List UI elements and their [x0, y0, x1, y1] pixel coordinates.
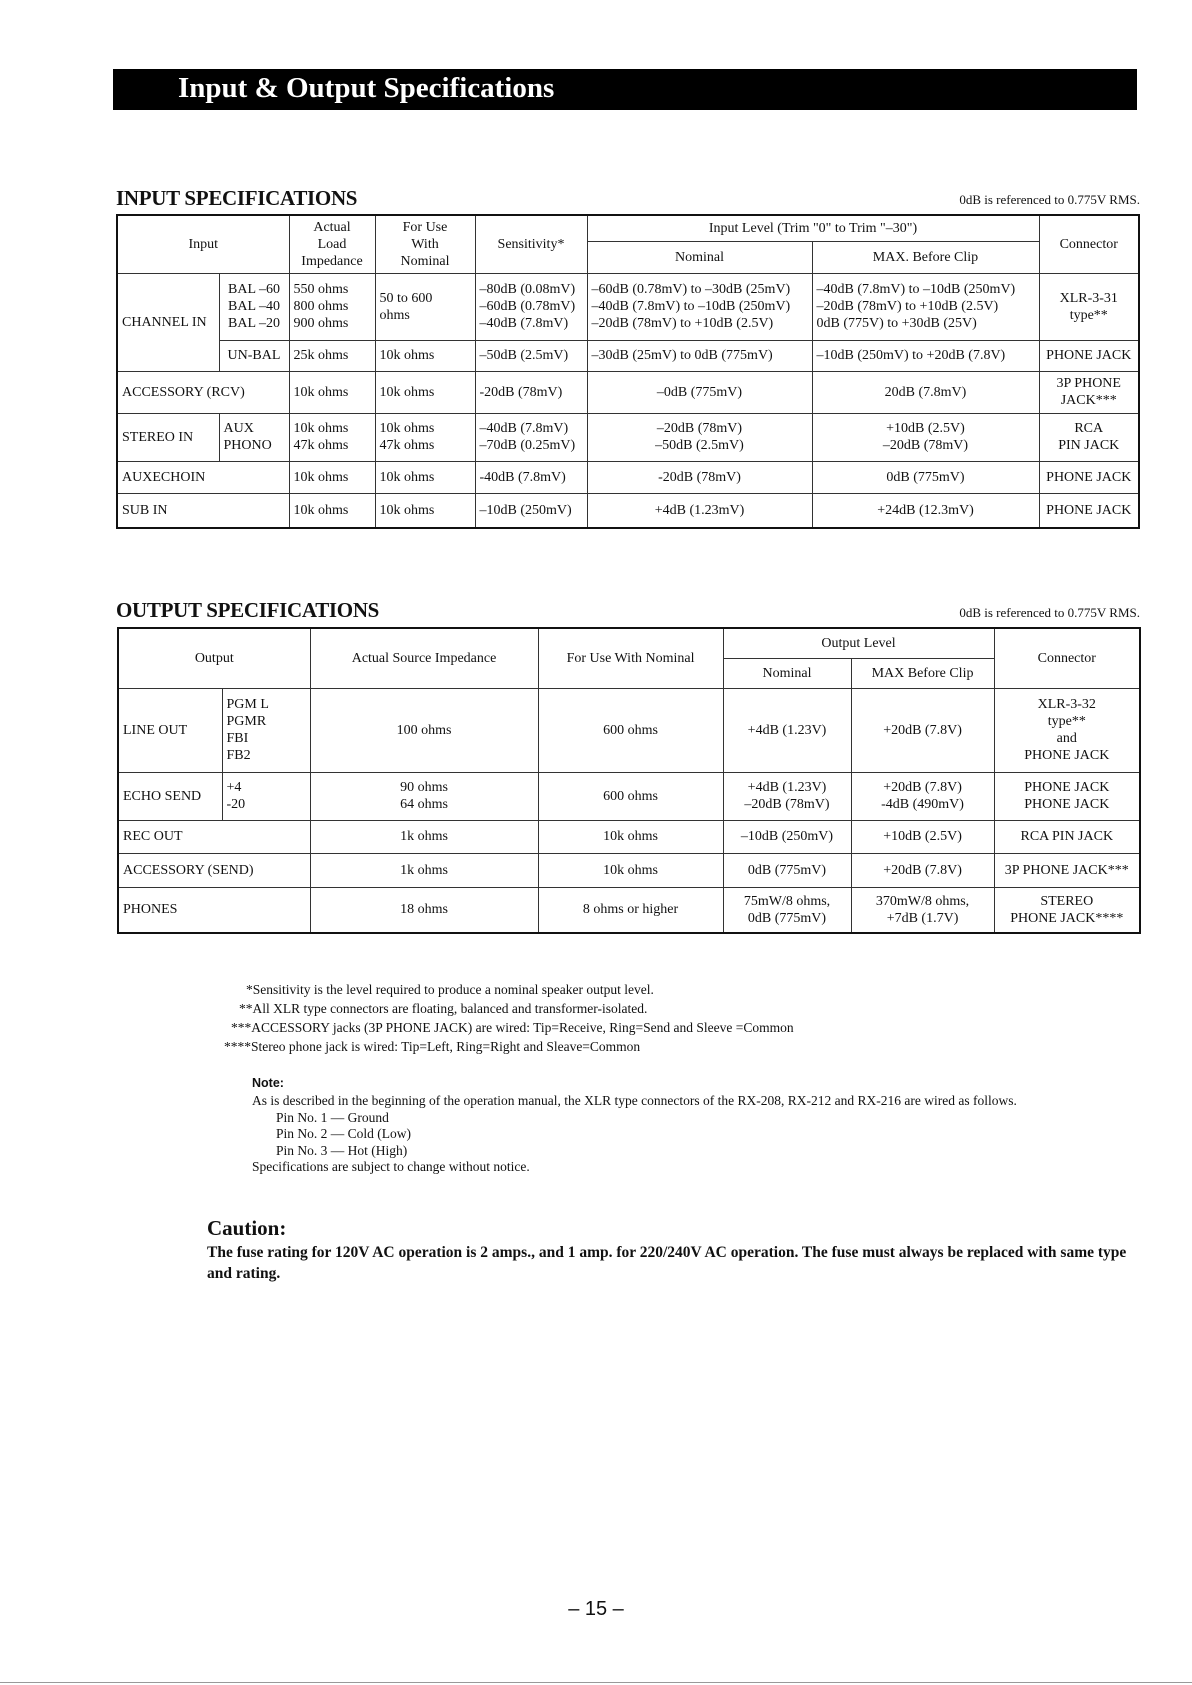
channel-in-unbal-connector: PHONE JACK [1039, 340, 1139, 371]
cell-line: 64 ohms [400, 797, 448, 812]
row-label-phones: PHONES [118, 887, 310, 933]
line-out-impedance: 100 ohms [310, 688, 538, 772]
input-spec-table [116, 214, 1140, 529]
stereo-in-nominal [587, 413, 812, 461]
footnote-xlr: **All XLR type connectors are floating, balanced and transformer-isolated. [239, 1001, 648, 1016]
phones-nominal [723, 887, 851, 933]
aux-echo-in-max: 0dB (775mV) [812, 461, 1039, 493]
line-out-connector [994, 688, 1140, 772]
page-number: – 15 – [568, 1598, 624, 1620]
rec-out-nominal: –10dB (250mV) [723, 820, 851, 853]
table-row [117, 413, 1139, 461]
cell-line: –20dB (78mV) to +10dB (2.5V) [816, 299, 999, 314]
accessory-impedance: 10k ohms [289, 371, 375, 413]
header-max-before-clip: MAX Before Clip [851, 658, 994, 688]
channel-in-unbal-impedance: 25k ohms [289, 340, 375, 371]
cell-line: -20 [226, 797, 246, 812]
header-line: Impedance [301, 253, 363, 269]
cell-line: 3P PHONE [1056, 376, 1121, 391]
cell-line: ohms [379, 307, 410, 323]
cell-line: PGM L [226, 697, 269, 712]
cell-line: JACK*** [1060, 393, 1117, 408]
phones-connector [994, 887, 1140, 933]
cell-line: 47k ohms [379, 438, 435, 453]
header-actual-load-impedance [289, 215, 375, 273]
stereo-in-connector [1039, 413, 1139, 461]
cell-line: +10dB (2.5V) [886, 421, 965, 436]
cell-line: PHONO [223, 438, 272, 453]
cell-line: XLR-3-31 [1059, 290, 1118, 306]
cell-line: AUX [223, 421, 254, 436]
channel-in-bal-connector [1039, 273, 1139, 340]
header-for-use-with-nominal [375, 215, 475, 273]
input-reference-note: 0dB is referenced to 0.775V RMS. [959, 192, 1140, 207]
footnote-stereo-phone-jack: ****Stereo phone jack is wired: Tip=Left, Ring=Right and Sleave=Common [224, 1039, 641, 1054]
header-line: Nominal [400, 253, 450, 269]
cell-line: +20dB (7.8V) [883, 780, 962, 795]
sub-in-max: +24dB (12.3mV) [812, 493, 1039, 528]
channel-in-bal-nominal [587, 273, 812, 340]
accessory-send-max: +20dB (7.8V) [851, 853, 994, 887]
note-intro: As is described in the beginning of the operation manual, the XLR type connectors of the RX-208, RX-212 and RX-216 are wired as follows. [252, 1093, 1017, 1108]
cell-line: and [1056, 731, 1077, 746]
cell-line: –60dB (0.78mV) to –30dB (25mV) [591, 282, 791, 297]
echo-send-for-use: 600 ohms [538, 772, 723, 820]
input-specifications-heading: INPUT SPECIFICATIONS [116, 186, 358, 210]
echo-send-max [851, 772, 994, 820]
channel-in-bal-sensitivity [475, 273, 587, 340]
cell-line: 900 ohms [293, 316, 349, 331]
cell-line: XLR-3-32 [1037, 697, 1096, 712]
accessory-max: 20dB (7.8mV) [812, 371, 1039, 413]
cell-line: PGMR [226, 714, 267, 729]
accessory-send-impedance: 1k ohms [310, 853, 538, 887]
stereo-in-subs [219, 413, 289, 461]
cell-line: BAL –60 [228, 282, 280, 297]
row-label-accessory-rcv: ACCESSORY (RCV) [117, 371, 289, 413]
cell-line: STEREO [1040, 893, 1094, 909]
header-sensitivity: Sensitivity* [475, 215, 587, 273]
header-for-use-with-nominal: For Use With Nominal [538, 628, 723, 688]
line-out-max: +20dB (7.8V) [851, 688, 994, 772]
header-connector: Connector [994, 628, 1140, 688]
input-header-row [117, 215, 1139, 241]
note-disclaimer: Specifications are subject to change without notice. [252, 1159, 530, 1174]
row-label-sub-in: SUB IN [117, 493, 289, 528]
accessory-for-use: 10k ohms [375, 371, 475, 413]
echo-send-subs [222, 772, 310, 820]
echo-send-impedance [310, 772, 538, 820]
accessory-nominal: –0dB (775mV) [587, 371, 812, 413]
caution-text: The fuse rating for 120V AC operation is 2 amps., and 1 amp. for 220/240V AC operation. The fuse must always be replaced with same type and rating. [207, 1244, 1127, 1282]
cell-line: +7dB (1.7V) [886, 910, 959, 926]
cell-line: FBI [226, 731, 249, 746]
cell-line: 75mW/8 ohms, [743, 893, 831, 909]
sub-in-impedance: 10k ohms [289, 493, 375, 528]
accessory-sensitivity: -20dB (78mV) [475, 371, 587, 413]
bottom-rule [0, 1682, 1192, 1683]
channel-in-bal-max [812, 273, 1039, 340]
note-pin-2: Pin No. 2 — Cold (Low) [276, 1126, 411, 1141]
cell-line: –20dB (78mV) [744, 797, 830, 812]
table-row [118, 772, 1140, 820]
cell-line: BAL –40 [228, 299, 280, 314]
echo-send-connector [994, 772, 1140, 820]
aux-echo-in-nominal: -20dB (78mV) [587, 461, 812, 493]
row-label-line-out: LINE OUT [118, 688, 222, 772]
stereo-in-sensitivity [475, 413, 587, 461]
phones-impedance: 18 ohms [310, 887, 538, 933]
cell-line: FB2 [226, 748, 251, 763]
cell-line: –40dB (7.8mV) to –10dB (250mV) [816, 282, 1016, 297]
cell-line: 50 to 600 [379, 290, 433, 306]
sub-in-sensitivity: –10dB (250mV) [475, 493, 587, 528]
output-reference-note: 0dB is referenced to 0.775V RMS. [959, 605, 1140, 620]
rec-out-impedance: 1k ohms [310, 820, 538, 853]
note-body [252, 1093, 1017, 1176]
table-row [117, 273, 1139, 340]
page-title: Input & Output Specifications [178, 72, 555, 104]
cell-line: PHONE JACK**** [1010, 910, 1124, 926]
cell-line: 370mW/8 ohms, [875, 893, 970, 909]
accessory-connector [1039, 371, 1139, 413]
row-label-aux-echo-in: AUXECHOIN [117, 461, 289, 493]
accessory-send-nominal: 0dB (775mV) [723, 853, 851, 887]
accessory-send-for-use: 10k ohms [538, 853, 723, 887]
table-row [118, 688, 1140, 772]
header-line: With [411, 236, 439, 252]
channel-in-unbal-for-use: 10k ohms [375, 340, 475, 371]
cell-line: 550 ohms [293, 282, 349, 297]
footnote-accessory-jacks: ***ACCESSORY jacks (3P PHONE JACK) are wired: Tip=Receive, Ring=Send and Sleeve =Common [231, 1020, 794, 1035]
aux-echo-in-impedance: 10k ohms [289, 461, 375, 493]
table-row [118, 853, 1140, 887]
header-input-level: Input Level (Trim "0" to Trim "–30") [587, 215, 1039, 241]
row-label-echo-send: ECHO SEND [118, 772, 222, 820]
cell-line: BAL –20 [228, 316, 280, 331]
stereo-in-impedance [289, 413, 375, 461]
row-label-stereo-in: STEREO IN [117, 413, 219, 461]
row-label-rec-out: REC OUT [118, 820, 310, 853]
aux-echo-in-sensitivity: -40dB (7.8mV) [475, 461, 587, 493]
cell-line: 800 ohms [293, 299, 349, 314]
channel-in-bal-subs [219, 273, 289, 340]
aux-echo-in-connector: PHONE JACK [1039, 461, 1139, 493]
header-line: Actual [313, 219, 351, 235]
table-row [117, 371, 1139, 413]
output-spec-table [117, 627, 1141, 934]
stereo-in-max [812, 413, 1039, 461]
row-label-accessory-send: ACCESSORY (SEND) [118, 853, 310, 887]
header-max-before-clip: MAX. Before Clip [812, 241, 1039, 273]
sub-in-connector: PHONE JACK [1039, 493, 1139, 528]
header-line: Load [317, 236, 347, 252]
table-row [118, 887, 1140, 933]
header-output: Output [118, 628, 310, 688]
cell-line: –40dB (7.8mV) [479, 316, 569, 331]
cell-line: +4dB (1.23V) [747, 780, 827, 795]
header-nominal: Nominal [587, 241, 812, 273]
cell-line: 10k ohms [379, 421, 435, 436]
output-specifications-heading: OUTPUT SPECIFICATIONS [116, 598, 380, 622]
line-out-for-use: 600 ohms [538, 688, 723, 772]
echo-send-nominal [723, 772, 851, 820]
stereo-in-for-use [375, 413, 475, 461]
header-actual-source-impedance: Actual Source Impedance [310, 628, 538, 688]
header-input: Input [117, 215, 289, 273]
rec-out-for-use: 10k ohms [538, 820, 723, 853]
cell-line: –70dB (0.25mV) [479, 438, 576, 453]
cell-line: –40dB (7.8mV) [479, 421, 569, 436]
rec-out-connector: RCA PIN JACK [994, 820, 1140, 853]
cell-line: –20dB (78mV) to +10dB (2.5V) [591, 316, 774, 331]
note-pin-3: Pin No. 3 — Hot (High) [276, 1142, 408, 1158]
cell-line: 90 ohms [400, 780, 448, 795]
header-output-level: Output Level [723, 628, 994, 658]
channel-in-unbal-sub: UN-BAL [219, 340, 289, 371]
cell-line: PHONE JACK [1024, 797, 1110, 812]
phones-max [851, 887, 994, 933]
header-connector: Connector [1039, 215, 1139, 273]
cell-line: RCA [1074, 421, 1104, 436]
line-out-subs [222, 688, 310, 772]
cell-line: –60dB (0.78mV) [479, 299, 576, 314]
cell-line: –20dB (78mV) [882, 438, 969, 453]
row-label-channel-in: CHANNEL IN [117, 273, 219, 371]
cell-line: –80dB (0.08mV) [479, 282, 576, 297]
cell-line: –20dB (78mV) [656, 421, 743, 436]
note-title: Note: [252, 1076, 284, 1090]
cell-line: –40dB (7.8mV) to –10dB (250mV) [591, 299, 791, 314]
table-row [117, 461, 1139, 493]
cell-line: PHONE JACK [1024, 748, 1110, 763]
sub-in-nominal: +4dB (1.23mV) [587, 493, 812, 528]
caution-title: Caution: [207, 1216, 287, 1240]
cell-line: 10k ohms [293, 421, 349, 436]
table-row [117, 493, 1139, 528]
cell-line: -4dB (490mV) [881, 797, 964, 812]
footnotes [224, 980, 794, 1056]
note-pin-1: Pin No. 1 — Ground [276, 1109, 389, 1125]
cell-line: type** [1047, 714, 1086, 729]
output-header-row [118, 628, 1140, 658]
cell-line: 0dB (775mV) [747, 910, 827, 926]
page-title-bar [113, 69, 1137, 110]
channel-in-bal-impedance [289, 273, 375, 340]
cell-line: +4 [226, 780, 242, 795]
cell-line: type** [1069, 307, 1108, 323]
sub-in-for-use: 10k ohms [375, 493, 475, 528]
channel-in-unbal-sensitivity: –50dB (2.5mV) [475, 340, 587, 371]
accessory-send-connector: 3P PHONE JACK*** [994, 853, 1140, 887]
header-line: For Use [402, 219, 448, 235]
rec-out-max: +10dB (2.5V) [851, 820, 994, 853]
channel-in-bal-for-use [375, 273, 475, 340]
table-row [118, 820, 1140, 853]
channel-in-unbal-nominal: –30dB (25mV) to 0dB (775mV) [587, 340, 812, 371]
cell-line: –50dB (2.5mV) [655, 438, 744, 453]
cell-line: 0dB (775V) to +30dB (25V) [816, 316, 977, 331]
line-out-nominal: +4dB (1.23V) [723, 688, 851, 772]
header-nominal: Nominal [723, 658, 851, 688]
channel-in-unbal-max: –10dB (250mV) to +20dB (7.8V) [812, 340, 1039, 371]
footnote-sensitivity: *Sensitivity is the level required to produce a nominal speaker output level. [246, 982, 654, 997]
cell-line: PIN JACK [1058, 438, 1120, 453]
cell-line: PHONE JACK [1024, 780, 1110, 795]
table-row [117, 340, 1139, 371]
cell-line: 47k ohms [293, 438, 349, 453]
aux-echo-in-for-use: 10k ohms [375, 461, 475, 493]
phones-for-use: 8 ohms or higher [538, 887, 723, 933]
